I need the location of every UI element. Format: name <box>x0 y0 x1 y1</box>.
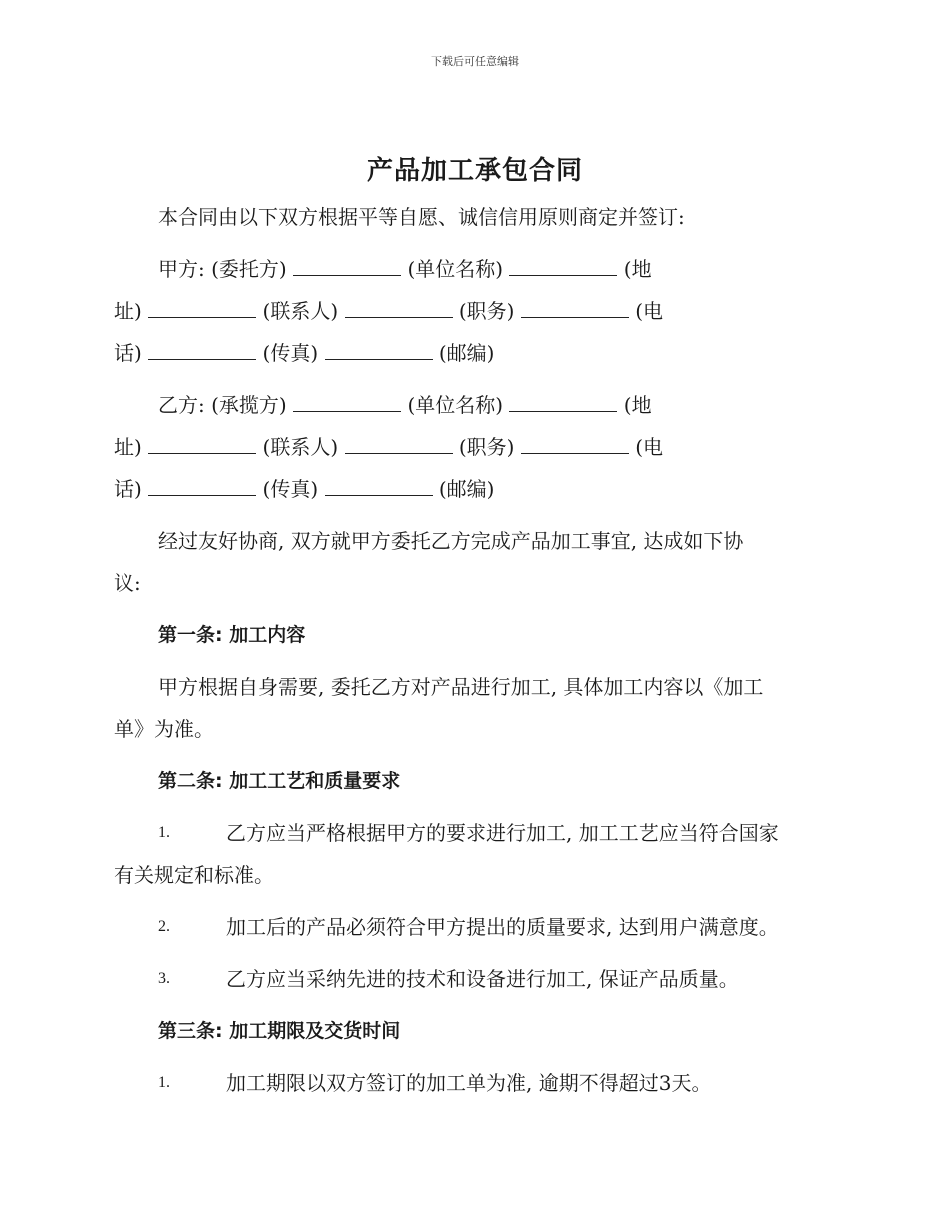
party-a-line-1 <box>114 248 844 290</box>
party-b-fax-blank[interactable] <box>325 473 433 496</box>
list-number: 3. <box>158 970 170 987</box>
contract-title: 产品加工承包合同 <box>366 156 583 186</box>
party-a-position-label: (职务) <box>458 299 515 323</box>
party-b-position-blank[interactable] <box>521 431 629 454</box>
list-item-text: 加工期限以双方签订的加工单为准, 逾期不得超过3天。 <box>226 1071 712 1095</box>
party-a-line-3 <box>114 332 844 374</box>
list-number: 1. <box>158 1074 170 1091</box>
party-b-position-label: (职务) <box>458 435 515 459</box>
party-b-phone-label-a: (电 <box>635 435 663 459</box>
agreement-line-2: 议: <box>114 571 141 595</box>
contract-body <box>114 196 844 1104</box>
article-1-heading: 第一条: 加工内容 <box>158 624 306 646</box>
party-a-fax-label: (传真) <box>262 341 319 365</box>
party-a-address-label-a: (地 <box>623 257 652 281</box>
party-b-unit-label: (单位名称) <box>407 393 504 417</box>
party-b-contact-label: (联系人) <box>262 435 339 459</box>
list-item-text: 加工后的产品必须符合甲方提出的质量要求, 达到用户满意度。 <box>226 915 779 939</box>
party-a-label: 甲方: <box>158 257 205 281</box>
list-number: 1. <box>158 824 170 841</box>
list-number: 2. <box>158 918 170 935</box>
party-a-phone-blank[interactable] <box>148 337 256 360</box>
party-a-unit-label: (单位名称) <box>407 257 504 281</box>
article-1-line-1: 甲方根据自身需要, 委托乙方对产品进行加工, 具体加工内容以《加工 <box>158 675 764 699</box>
party-b-block <box>114 384 844 510</box>
party-a-role: (委托方) <box>211 257 287 281</box>
party-a-block <box>114 248 844 374</box>
party-b-unit-blank[interactable] <box>509 389 617 412</box>
party-b-address-blank[interactable] <box>148 431 256 454</box>
party-b-phone-blank[interactable] <box>148 473 256 496</box>
intro-paragraph: 本合同由以下双方根据平等自愿、诚信信用原则商定并签订: <box>158 205 685 229</box>
party-b-address-label-a: (地 <box>623 393 652 417</box>
header-note: 下载后可任意编辑 <box>431 55 519 68</box>
party-a-zip-label: (邮编) <box>438 341 495 365</box>
party-b-zip-label: (邮编) <box>438 477 495 501</box>
agreement-line-1: 经过友好协商, 双方就甲方委托乙方完成产品加工事宜, 达成如下协 <box>158 529 744 553</box>
article-1-line-2: 单》为准。 <box>114 717 214 741</box>
article-3-item-1 <box>114 1062 844 1104</box>
agreement-paragraph <box>114 520 844 604</box>
party-a-position-blank[interactable] <box>521 295 629 318</box>
article-2-item-1 <box>114 812 844 896</box>
party-b-contact-blank[interactable] <box>345 431 453 454</box>
party-b-phone-label-b: 话) <box>114 477 142 501</box>
party-a-unit-blank[interactable] <box>509 253 617 276</box>
list-item-text: 乙方应当采纳先进的技术和设备进行加工, 保证产品质量。 <box>226 967 739 991</box>
list-item-text: 乙方应当严格根据甲方的要求进行加工, 加工工艺应当符合国家 <box>226 821 779 845</box>
party-a-address-blank[interactable] <box>148 295 256 318</box>
article-2-heading: 第二条: 加工工艺和质量要求 <box>158 770 401 792</box>
list-item-continuation: 有关规定和标准。 <box>114 863 274 887</box>
party-a-contact-label: (联系人) <box>262 299 339 323</box>
party-a-fax-blank[interactable] <box>325 337 433 360</box>
party-b-address-label-b: 址) <box>114 435 142 459</box>
party-b-line-2 <box>114 426 844 468</box>
party-a-address-label-b: 址) <box>114 299 142 323</box>
article-2-item-2 <box>114 906 844 948</box>
party-a-phone-label-a: (电 <box>635 299 663 323</box>
party-a-line-2 <box>114 290 844 332</box>
party-a-contact-blank[interactable] <box>345 295 453 318</box>
article-3-heading: 第三条: 加工期限及交货时间 <box>158 1020 401 1042</box>
party-b-role-blank[interactable] <box>293 389 401 412</box>
article-1-text <box>114 666 844 750</box>
party-b-fax-label: (传真) <box>262 477 319 501</box>
article-2-item-3 <box>114 958 844 1000</box>
party-a-role-blank[interactable] <box>293 253 401 276</box>
party-b-line-3 <box>114 468 844 510</box>
party-b-role: (承揽方) <box>211 393 287 417</box>
party-b-label: 乙方: <box>158 393 205 417</box>
party-a-phone-label-b: 话) <box>114 341 142 365</box>
party-b-line-1 <box>114 384 844 426</box>
